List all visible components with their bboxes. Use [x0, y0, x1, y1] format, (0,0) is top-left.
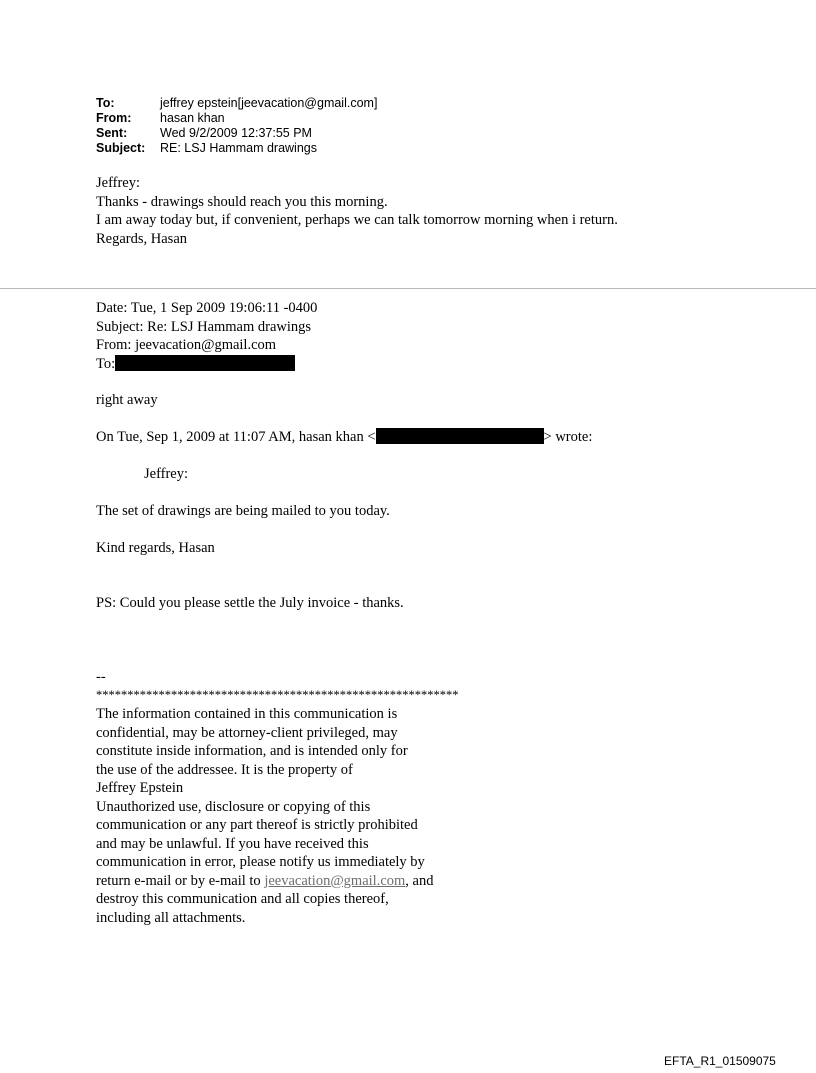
redaction-box: [376, 428, 544, 444]
redaction-box: [115, 355, 295, 371]
quoted-greeting: Jeffrey:: [144, 466, 189, 482]
from-value: hasan khan: [160, 111, 225, 125]
disclaimer-line: and may be unlawful. If you have received this: [96, 835, 369, 852]
from-label: From:: [96, 111, 132, 125]
reply-line: I am away today but, if convenient, perhaps we can talk tomorrow morning when i return.: [96, 212, 618, 228]
disclaimer-line: Unauthorized use, disclosure or copying of this: [96, 798, 371, 815]
to-row: [96, 96, 377, 111]
disclaimer-line: communication or any part thereof is strictly prohibited: [96, 817, 418, 833]
subject-row: [96, 141, 377, 156]
quoted-subject: Subject: Re: LSJ Hammam drawings: [96, 318, 312, 335]
disclaimer-text: [96, 705, 433, 927]
quoted-to-label: To:: [96, 355, 116, 372]
sent-row: [96, 126, 377, 141]
disclaimer-link-line: [96, 872, 433, 891]
reply-body: [96, 174, 618, 248]
attribution-prefix: On Tue, Sep 1, 2009 at 11:07 AM, hasan khan <: [96, 429, 376, 445]
section-divider: [0, 288, 816, 289]
disclaimer-line: the use of the addressee. It is the property of: [96, 761, 353, 778]
reply-line: Jeffrey:: [96, 175, 141, 191]
quoted-to-row: [96, 355, 317, 374]
link-suffix: , and: [405, 872, 434, 889]
reply-line: Thanks - drawings should reach you this morning.: [96, 193, 388, 210]
disclaimer-line: communication in error, please notify us immediately by: [96, 854, 425, 870]
signature-dashes: --: [96, 669, 106, 685]
subject-value: RE: LSJ Hammam drawings: [160, 141, 317, 155]
quoted-date: Date: Tue, 1 Sep 2009 19:06:11 -0400: [96, 300, 318, 316]
email-link[interactable]: jeevacation@gmail.com: [264, 872, 406, 889]
subject-label: Subject:: [96, 141, 146, 155]
disclaimer-line: destroy this communication and all copies thereof,: [96, 891, 389, 907]
quoted-signoff: Kind regards, Hasan: [96, 540, 215, 556]
quoted-from: From: jeevacation@gmail.com: [96, 337, 277, 353]
quoted-header: [96, 299, 317, 373]
quoted-ps: PS: Could you please settle the July invoice - thanks.: [96, 595, 404, 611]
link-prefix: return e-mail or by e-mail to: [96, 872, 265, 889]
signature-stars: **********************************************************: [96, 688, 459, 702]
disclaimer-line: confidential, may be attorney-client privileged, may: [96, 724, 398, 741]
attribution-suffix: > wrote:: [543, 429, 593, 445]
to-value: jeffrey epstein[jeevacation@gmail.com]: [160, 96, 378, 110]
from-row: [96, 111, 377, 126]
document-id: EFTA_R1_01509075: [664, 1054, 776, 1068]
reply-line: Regards, Hasan: [96, 230, 188, 247]
disclaimer-line: constitute inside information, and is intended only for: [96, 743, 408, 759]
quoted-message: right away: [96, 392, 158, 408]
to-label: To:: [96, 96, 115, 110]
attribution-line: [96, 428, 592, 447]
email-header: [96, 96, 377, 156]
disclaimer-line: The information contained in this communication is: [96, 706, 398, 722]
sent-value: Wed 9/2/2009 12:37:55 PM: [160, 126, 312, 140]
disclaimer-line: including all attachments.: [96, 909, 246, 926]
sent-label: Sent:: [96, 126, 128, 140]
quoted-body-line: The set of drawings are being mailed to you today.: [96, 503, 390, 519]
disclaimer-line: Jeffrey Epstein: [96, 780, 184, 796]
